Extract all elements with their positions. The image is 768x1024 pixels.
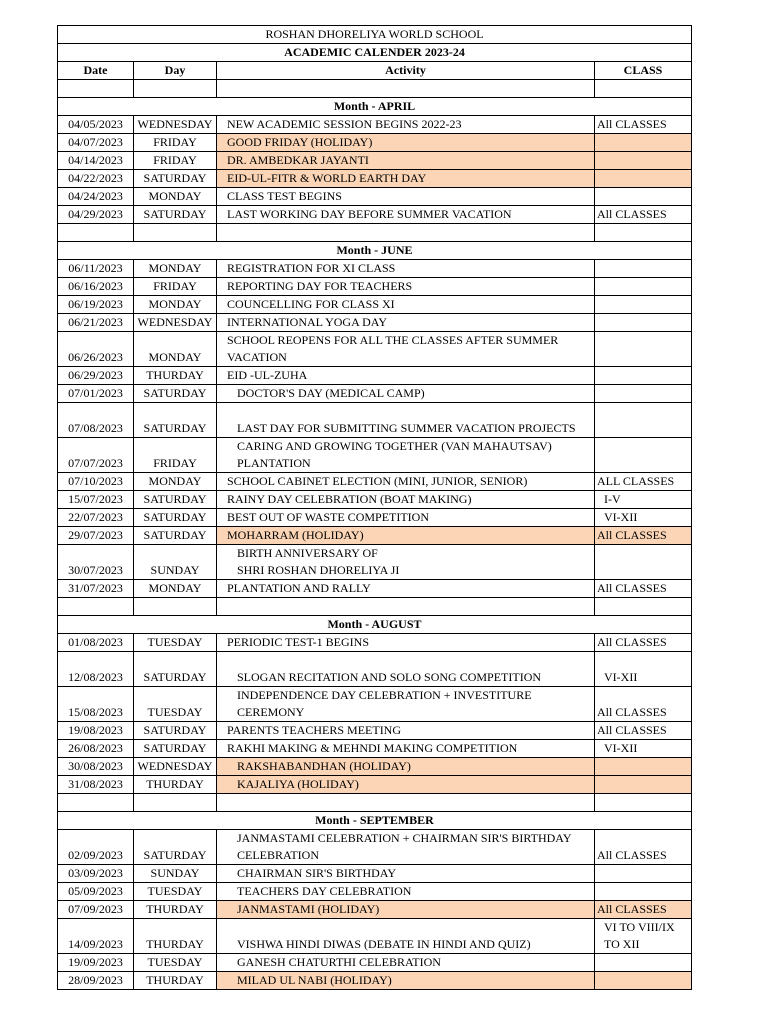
date-cell: 07/07/2023 [58, 438, 134, 473]
class-cell [595, 403, 692, 438]
class-cell [595, 776, 692, 794]
month-header-row [58, 98, 692, 116]
date-cell: 04/24/2023 [58, 188, 134, 206]
table-row [58, 152, 692, 170]
day-cell: THURDAY [134, 367, 217, 385]
spacer-row [58, 794, 692, 812]
class-cell [595, 314, 692, 332]
empty-cell [217, 80, 595, 98]
class-header: CLASS [595, 62, 692, 80]
day-cell: TUESDAY [134, 883, 217, 901]
month-label: Month - SEPTEMBER [58, 812, 692, 830]
date-cell: 30/08/2023 [58, 758, 134, 776]
day-cell: THURDAY [134, 901, 217, 919]
class-cell [595, 438, 692, 473]
class-cell [595, 152, 692, 170]
class-cell: All CLASSES [595, 634, 692, 652]
class-cell [595, 296, 692, 314]
holiday-activity-cell: DR. AMBEDKAR JAYANTI [217, 152, 595, 170]
table-row [58, 830, 692, 865]
empty-cell [595, 598, 692, 616]
day-cell: MONDAY [134, 296, 217, 314]
empty-cell [134, 80, 217, 98]
date-cell: 19/08/2023 [58, 722, 134, 740]
table-row [58, 367, 692, 385]
class-cell: All CLASSES [595, 580, 692, 598]
empty-cell [134, 598, 217, 616]
table-row [58, 687, 692, 722]
day-cell: TUESDAY [134, 687, 217, 722]
activity-cell: DOCTOR'S DAY (MEDICAL CAMP) [217, 385, 595, 403]
date-cell: 06/21/2023 [58, 314, 134, 332]
class-cell: All CLASSES [595, 830, 692, 865]
activity-cell: REGISTRATION FOR XI CLASS [217, 260, 595, 278]
date-cell: 29/07/2023 [58, 527, 134, 545]
day-cell: SATURDAY [134, 509, 217, 527]
empty-cell [217, 224, 595, 242]
activity-cell: RAKHI MAKING & MEHNDI MAKING COMPETITION [217, 740, 595, 758]
class-cell: All CLASSES [595, 116, 692, 134]
day-cell: MONDAY [134, 473, 217, 491]
day-cell: TUESDAY [134, 954, 217, 972]
day-cell: SATURDAY [134, 170, 217, 188]
date-cell: 05/09/2023 [58, 883, 134, 901]
date-cell: 30/07/2023 [58, 545, 134, 580]
table-row [58, 527, 692, 545]
activity-cell [217, 545, 595, 580]
class-cell: I-V [595, 491, 692, 509]
month-label: Month - JUNE [58, 242, 692, 260]
school-title: ROSHAN DHORELIYA WORLD SCHOOL [58, 26, 692, 44]
empty-cell [58, 224, 134, 242]
empty-cell [217, 598, 595, 616]
class-cell [595, 883, 692, 901]
class-cell: All CLASSES [595, 206, 692, 224]
date-cell: 06/26/2023 [58, 332, 134, 367]
date-cell: 15/08/2023 [58, 687, 134, 722]
day-cell: SATURDAY [134, 206, 217, 224]
day-cell: SATURDAY [134, 652, 217, 687]
date-cell: 04/29/2023 [58, 206, 134, 224]
day-cell: TUESDAY [134, 634, 217, 652]
activity-line-1: BIRTH ANNIVERSARY OF [237, 546, 378, 560]
activity-cell: VISHWA HINDI DIWAS (DEBATE IN HINDI AND QUIZ) [217, 919, 595, 954]
day-cell: SATURDAY [134, 491, 217, 509]
date-cell: 02/09/2023 [58, 830, 134, 865]
activity-cell: LAST WORKING DAY BEFORE SUMMER VACATION [217, 206, 595, 224]
class-cell: All CLASSES [595, 527, 692, 545]
holiday-activity-cell: JANMASTAMI (HOLIDAY) [217, 901, 595, 919]
empty-cell [58, 598, 134, 616]
holiday-activity-cell: KAJALIYA (HOLIDAY) [217, 776, 595, 794]
date-cell: 31/08/2023 [58, 776, 134, 794]
table-row [58, 473, 692, 491]
date-cell: 15/07/2023 [58, 491, 134, 509]
table-row [58, 545, 692, 580]
class-cell [595, 332, 692, 367]
class-cell: All CLASSES [595, 901, 692, 919]
spacer-row [58, 80, 692, 98]
activity-cell: GANESH CHATURTHI CELEBRATION [217, 954, 595, 972]
activity-cell: INDEPENDENCE DAY CELEBRATION + INVESTITURE CEREMONY [217, 687, 595, 722]
date-cell: 04/07/2023 [58, 134, 134, 152]
activity-cell: PARENTS TEACHERS MEETING [217, 722, 595, 740]
month-header-row [58, 616, 692, 634]
day-cell: MONDAY [134, 580, 217, 598]
day-cell: WEDNESDAY [134, 116, 217, 134]
date-cell: 04/05/2023 [58, 116, 134, 134]
table-row [58, 314, 692, 332]
day-cell: THURDAY [134, 776, 217, 794]
class-cell [595, 260, 692, 278]
activity-cell: INTERNATIONAL YOGA DAY [217, 314, 595, 332]
class-cell [595, 278, 692, 296]
date-cell: 01/08/2023 [58, 634, 134, 652]
class-cell: VI-XII [595, 652, 692, 687]
date-cell: 06/16/2023 [58, 278, 134, 296]
activity-cell: SCHOOL REOPENS FOR ALL THE CLASSES AFTER SUMMER VACATION [217, 332, 595, 367]
table-row [58, 972, 692, 990]
class-cell: ALL CLASSES [595, 473, 692, 491]
activity-cell: REPORTING DAY FOR TEACHERS [217, 278, 595, 296]
date-cell: 07/08/2023 [58, 403, 134, 438]
date-cell: 06/19/2023 [58, 296, 134, 314]
table-row [58, 776, 692, 794]
table-row [58, 206, 692, 224]
empty-cell [595, 80, 692, 98]
date-cell: 22/07/2023 [58, 509, 134, 527]
month-label: Month - APRIL [58, 98, 692, 116]
date-cell: 06/29/2023 [58, 367, 134, 385]
holiday-activity-cell: MILAD UL NABI (HOLIDAY) [217, 972, 595, 990]
activity-line-2: SHRI ROSHAN DHORELIYA JI [237, 563, 400, 577]
table-row [58, 278, 692, 296]
class-cell [595, 134, 692, 152]
table-row [58, 332, 692, 367]
date-cell: 04/14/2023 [58, 152, 134, 170]
activity-cell: NEW ACADEMIC SESSION BEGINS 2022-23 [217, 116, 595, 134]
table-row [58, 509, 692, 527]
table-row [58, 722, 692, 740]
activity-cell: PERIODIC TEST-1 BEGINS [217, 634, 595, 652]
table-row [58, 652, 692, 687]
title-row [58, 26, 692, 44]
date-cell: 31/07/2023 [58, 580, 134, 598]
holiday-activity-cell: EID-UL-FITR & WORLD EARTH DAY [217, 170, 595, 188]
class-cell [595, 954, 692, 972]
class-cell [595, 367, 692, 385]
day-cell: MONDAY [134, 332, 217, 367]
day-cell: WEDNESDAY [134, 758, 217, 776]
class-cell: VI-XII [595, 509, 692, 527]
date-cell: 07/09/2023 [58, 901, 134, 919]
day-cell: SUNDAY [134, 865, 217, 883]
month-header-row [58, 812, 692, 830]
date-cell: 14/09/2023 [58, 919, 134, 954]
day-cell: FRIDAY [134, 278, 217, 296]
date-cell: 04/22/2023 [58, 170, 134, 188]
holiday-activity-cell: GOOD FRIDAY (HOLIDAY) [217, 134, 595, 152]
date-cell: 06/11/2023 [58, 260, 134, 278]
table-row [58, 260, 692, 278]
class-cell: All CLASSES [595, 687, 692, 722]
day-cell: SATURDAY [134, 722, 217, 740]
table-row [58, 919, 692, 954]
month-label: Month - AUGUST [58, 616, 692, 634]
table-row [58, 491, 692, 509]
date-cell: 07/01/2023 [58, 385, 134, 403]
day-cell: SATURDAY [134, 527, 217, 545]
activity-cell: RAINY DAY CELEBRATION (BOAT MAKING) [217, 491, 595, 509]
class-cell [595, 188, 692, 206]
activity-cell: CHAIRMAN SIR'S BIRTHDAY [217, 865, 595, 883]
spacer-row [58, 224, 692, 242]
activity-header: Activity [217, 62, 595, 80]
empty-cell [58, 80, 134, 98]
date-cell: 03/09/2023 [58, 865, 134, 883]
academic-calendar-table [57, 25, 692, 990]
table-row [58, 883, 692, 901]
day-cell: FRIDAY [134, 134, 217, 152]
activity-cell: PLANTATION AND RALLY [217, 580, 595, 598]
table-row [58, 385, 692, 403]
activity-cell: LAST DAY FOR SUBMITTING SUMMER VACATION PROJECTS [217, 403, 595, 438]
table-row [58, 740, 692, 758]
spacer-row [58, 598, 692, 616]
empty-cell [134, 794, 217, 812]
date-cell: 07/10/2023 [58, 473, 134, 491]
empty-cell [595, 224, 692, 242]
day-cell: SATURDAY [134, 385, 217, 403]
class-cell [595, 758, 692, 776]
date-header: Date [58, 62, 134, 80]
table-row [58, 403, 692, 438]
activity-cell: COUNCELLING FOR CLASS XI [217, 296, 595, 314]
empty-cell [58, 794, 134, 812]
empty-cell [217, 794, 595, 812]
table-row [58, 758, 692, 776]
table-row [58, 901, 692, 919]
day-cell: FRIDAY [134, 438, 217, 473]
date-cell: 28/09/2023 [58, 972, 134, 990]
date-cell: 12/08/2023 [58, 652, 134, 687]
class-cell [595, 972, 692, 990]
empty-cell [134, 224, 217, 242]
table-row [58, 634, 692, 652]
day-cell: THURDAY [134, 972, 217, 990]
day-cell: FRIDAY [134, 152, 217, 170]
table-row [58, 188, 692, 206]
activity-cell: BEST OUT OF WASTE COMPETITION [217, 509, 595, 527]
empty-cell [595, 794, 692, 812]
day-cell: SATURDAY [134, 740, 217, 758]
class-cell [595, 385, 692, 403]
table-row [58, 170, 692, 188]
day-cell: WEDNESDAY [134, 314, 217, 332]
table-row [58, 865, 692, 883]
class-cell [595, 865, 692, 883]
class-cell: VI-XII [595, 740, 692, 758]
day-cell: SATURDAY [134, 830, 217, 865]
day-cell: SATURDAY [134, 403, 217, 438]
activity-cell: EID -UL-ZUHA [217, 367, 595, 385]
activity-cell: CLASS TEST BEGINS [217, 188, 595, 206]
table-row [58, 134, 692, 152]
calendar-subtitle: ACADEMIC CALENDER 2023-24 [58, 44, 692, 62]
subtitle-row [58, 44, 692, 62]
day-header: Day [134, 62, 217, 80]
class-cell: VI TO VIII/IX TO XII [595, 919, 692, 954]
class-cell [595, 170, 692, 188]
activity-cell: CARING AND GROWING TOGETHER (VAN MAHAUTSAV) PLANTATION [217, 438, 595, 473]
header-row [58, 62, 692, 80]
table-row [58, 116, 692, 134]
holiday-activity-cell: RAKSHABANDHAN (HOLIDAY) [217, 758, 595, 776]
date-cell: 19/09/2023 [58, 954, 134, 972]
activity-cell: SLOGAN RECITATION AND SOLO SONG COMPETITION [217, 652, 595, 687]
table-row [58, 438, 692, 473]
table-row [58, 580, 692, 598]
month-header-row [58, 242, 692, 260]
activity-cell: SCHOOL CABINET ELECTION (MINI, JUNIOR, SENIOR) [217, 473, 595, 491]
day-cell: THURDAY [134, 919, 217, 954]
holiday-activity-cell: MOHARRAM (HOLIDAY) [217, 527, 595, 545]
day-cell: MONDAY [134, 260, 217, 278]
class-cell [595, 545, 692, 580]
day-cell: MONDAY [134, 188, 217, 206]
date-cell: 26/08/2023 [58, 740, 134, 758]
class-cell: All CLASSES [595, 722, 692, 740]
table-row [58, 296, 692, 314]
activity-cell: TEACHERS DAY CELEBRATION [217, 883, 595, 901]
table-row [58, 954, 692, 972]
activity-cell: JANMASTAMI CELEBRATION + CHAIRMAN SIR'S BIRTHDAY CELEBRATION [217, 830, 595, 865]
day-cell: SUNDAY [134, 545, 217, 580]
